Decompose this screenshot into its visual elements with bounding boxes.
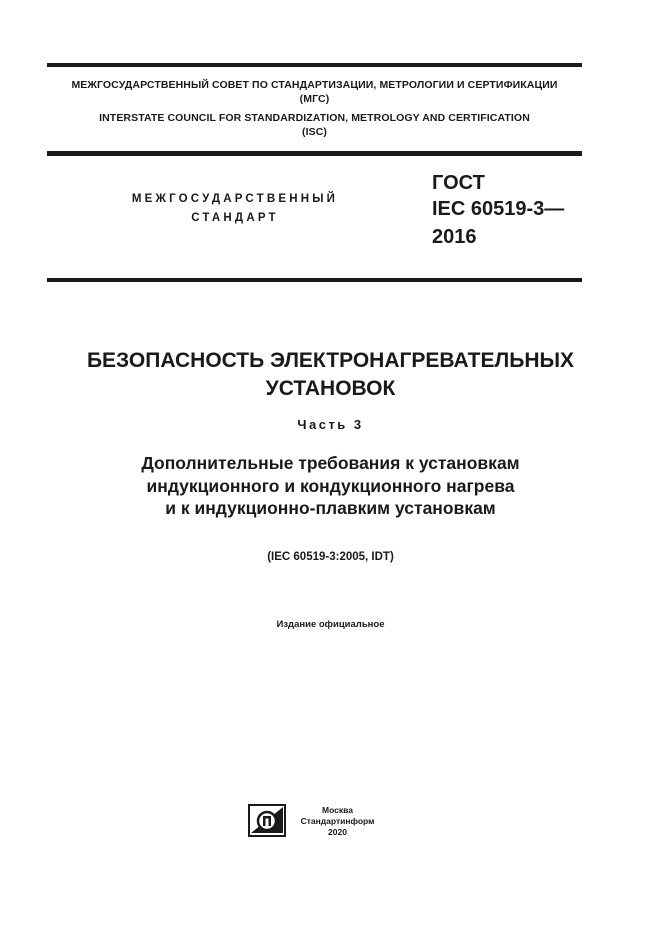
official-edition-label: Издание официальное bbox=[276, 619, 385, 630]
council-name-ru: МЕЖГОСУДАРСТВЕННЫЙ СОВЕТ ПО СТАНДАРТИЗАЦИИ, МЕТРОЛОГИИ И СЕРТИФИКАЦИИ bbox=[71, 79, 558, 91]
council-abbr-en: (ISC) bbox=[302, 126, 327, 138]
council-name-en: INTERSTATE COUNCIL FOR STANDARDIZATION, METROLOGY AND CERTIFICATION bbox=[99, 112, 530, 124]
publisher-block bbox=[290, 805, 385, 838]
top-thick-rule bbox=[47, 63, 582, 67]
standard-type-line1: МЕЖГОСУДАРСТВЕННЫЙ bbox=[131, 193, 339, 205]
gost-code-line2: IEC 60519-3— bbox=[432, 198, 565, 220]
publisher-name: Стандартинформ bbox=[300, 816, 375, 826]
council-abbr-ru: (МГС) bbox=[299, 93, 330, 105]
document-title-line2: УСТАНОВОК bbox=[265, 377, 396, 400]
header-bottom-rule bbox=[47, 151, 582, 156]
publisher-year: 2020 bbox=[328, 827, 347, 837]
document-subtitle-line2: индукционного и кондукционного нагрева bbox=[146, 476, 515, 496]
iec-reference: (IEC 60519-3:2005, IDT) bbox=[267, 551, 394, 563]
publisher-city: Москва bbox=[322, 805, 353, 815]
standard-type-line2: СТАНДАРТ bbox=[191, 212, 279, 224]
document-subtitle-line1: Дополнительные требования к установкам bbox=[141, 453, 520, 473]
gost-code-line1: ГОСТ bbox=[432, 172, 485, 194]
standard-bottom-rule bbox=[47, 278, 582, 282]
document-title-line1: БЕЗОПАСНОСТЬ ЭЛЕКТРОНАГРЕВАТЕЛЬНЫХ bbox=[86, 349, 575, 372]
part-number: Часть 3 bbox=[297, 417, 364, 432]
document-subtitle-line3: и к индукционно-плавким установкам bbox=[165, 498, 496, 518]
gost-logo-icon bbox=[248, 804, 286, 837]
gost-code-line3: 2016 bbox=[432, 226, 477, 248]
